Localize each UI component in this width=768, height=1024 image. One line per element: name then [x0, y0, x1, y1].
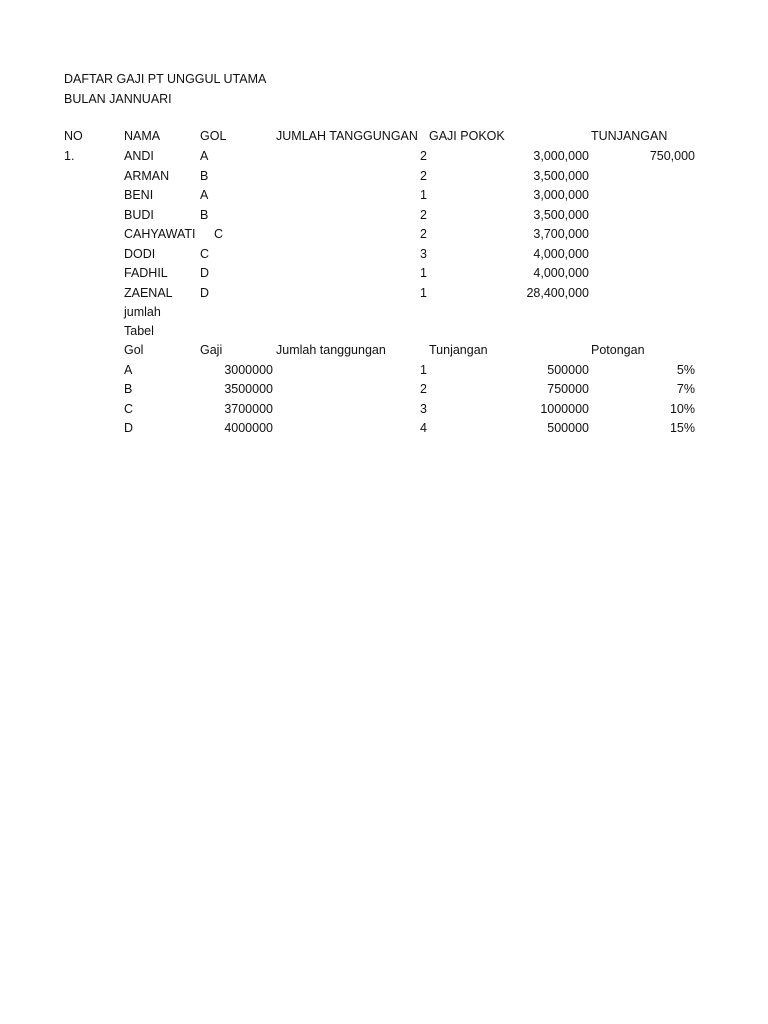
- header-gol: GOL: [200, 129, 227, 143]
- lookup-header-jumlah-tanggungan: Jumlah tanggungan: [276, 343, 386, 357]
- table-row: [0, 400, 768, 420]
- cell-no: [64, 225, 120, 245]
- lookup-cell-potongan: 7%: [676, 382, 695, 396]
- lookup-table-label-row: [0, 322, 768, 342]
- cell-jumlah-tanggungan: 1: [420, 285, 427, 300]
- lookup-cell-tunjangan: 500000: [547, 421, 589, 435]
- cell-no: [64, 284, 120, 304]
- cell-nama: BENI: [124, 188, 154, 202]
- table-row: [0, 206, 768, 226]
- cell-nama: DODI: [124, 246, 156, 261]
- cell-no: [64, 206, 120, 226]
- lookup-cell-gol: D: [124, 421, 134, 435]
- cell-gaji-pokok: 3,000,000: [533, 149, 589, 163]
- lookup-table-header: [0, 341, 768, 361]
- header-no: NO: [64, 129, 83, 143]
- header-tunjangan: TUNJANGAN: [591, 129, 668, 143]
- header-nama: NAMA: [124, 129, 161, 143]
- cell-gol: B: [200, 207, 209, 222]
- lookup-header-gol: Gol: [124, 343, 144, 357]
- lookup-cell-tunjangan: 1000000: [540, 401, 589, 416]
- cell-tunjangan: [595, 167, 695, 187]
- table-row: [0, 167, 768, 187]
- cell-tunjangan: [595, 186, 695, 206]
- document-title: DAFTAR GAJI PT UNGGUL UTAMA: [64, 72, 267, 86]
- lookup-header-gaji: Gaji: [200, 343, 223, 357]
- cell-gol: C: [214, 227, 224, 241]
- main-table-header: [0, 127, 768, 147]
- cell-gol: C: [200, 246, 210, 261]
- cell-no: [64, 264, 120, 284]
- cell-nama: BUDI: [124, 207, 154, 222]
- cell-tunjangan: [595, 245, 695, 265]
- table-row: [0, 419, 768, 439]
- cell-nama: ANDI: [124, 149, 154, 163]
- cell-gol: A: [200, 188, 209, 202]
- lookup-cell-potongan: 15%: [669, 421, 695, 435]
- lookup-table-label: Tabel: [124, 324, 154, 338]
- table-row: [0, 361, 768, 381]
- lookup-cell-jumlah-tanggungan: 1: [420, 362, 427, 377]
- lookup-cell-tunjangan: 500000: [547, 362, 589, 377]
- lookup-cell-jumlah-tanggungan: 3: [420, 401, 427, 416]
- document-subtitle: BULAN JANNUARI: [64, 92, 172, 106]
- cell-jumlah-tanggungan: 1: [420, 266, 427, 280]
- jumlah-row: [0, 303, 768, 323]
- table-row: [0, 245, 768, 265]
- cell-nama: ZAENAL: [124, 285, 173, 300]
- table-row: [0, 380, 768, 400]
- cell-no: [64, 245, 120, 265]
- cell-gol: D: [200, 285, 210, 300]
- lookup-cell-potongan: 10%: [669, 401, 695, 416]
- lookup-cell-jumlah-tanggungan: 2: [420, 382, 427, 396]
- table-row: [0, 186, 768, 206]
- lookup-cell-jumlah-tanggungan: 4: [420, 421, 427, 435]
- table-row: [0, 264, 768, 284]
- lookup-header-tunjangan: Tunjangan: [429, 343, 488, 357]
- cell-tunjangan: [595, 264, 695, 284]
- lookup-cell-gol: C: [124, 401, 134, 416]
- cell-jumlah-tanggungan: 3: [420, 246, 427, 261]
- header-jumlah-tanggungan: JUMLAH TANGGUNGAN: [276, 129, 418, 143]
- cell-gol: B: [200, 168, 209, 183]
- cell-nama: ARMAN: [124, 168, 170, 183]
- cell-gaji-pokok: 4,000,000: [533, 246, 589, 261]
- cell-no: [64, 186, 120, 206]
- table-row: [0, 225, 768, 245]
- cell-gaji-pokok: 4,000,000: [533, 266, 589, 280]
- lookup-cell-gaji: 3700000: [224, 401, 273, 416]
- cell-jumlah-tanggungan: 2: [420, 168, 427, 183]
- cell-no: 1.: [64, 149, 75, 163]
- cell-gaji-pokok: 28,400,000: [526, 285, 589, 300]
- lookup-cell-gaji: 3000000: [224, 362, 273, 377]
- lookup-cell-gaji: 3500000: [224, 382, 273, 396]
- cell-tunjangan: [595, 225, 695, 245]
- cell-jumlah-tanggungan: 2: [420, 149, 427, 163]
- cell-gaji-pokok: 3,500,000: [533, 207, 589, 222]
- lookup-cell-tunjangan: 750000: [547, 382, 589, 396]
- cell-nama: CAHYAWATI: [124, 227, 196, 241]
- table-row: [0, 284, 768, 304]
- cell-tunjangan: [595, 284, 695, 304]
- header-gaji-pokok: GAJI POKOK: [429, 129, 505, 143]
- lookup-header-potongan: Potongan: [591, 343, 645, 357]
- cell-tunjangan: 750,000: [649, 149, 695, 163]
- lookup-cell-gaji: 4000000: [224, 421, 273, 435]
- cell-jumlah-tanggungan: 2: [420, 227, 427, 241]
- cell-jumlah-tanggungan: 2: [420, 207, 427, 222]
- cell-no: [64, 167, 120, 187]
- cell-gaji-pokok: 3,000,000: [533, 188, 589, 202]
- cell-gaji-pokok: 3,700,000: [533, 227, 589, 241]
- cell-nama: FADHIL: [124, 266, 168, 280]
- lookup-cell-potongan: 5%: [676, 362, 695, 377]
- cell-gol: D: [200, 266, 210, 280]
- jumlah-label: jumlah: [124, 305, 161, 319]
- lookup-cell-gol: A: [124, 362, 133, 377]
- cell-gol: A: [200, 149, 209, 163]
- cell-tunjangan: [595, 206, 695, 226]
- cell-gaji-pokok: 3,500,000: [533, 168, 589, 183]
- lookup-cell-gol: B: [124, 382, 133, 396]
- table-row: [0, 147, 768, 167]
- cell-jumlah-tanggungan: 1: [420, 188, 427, 202]
